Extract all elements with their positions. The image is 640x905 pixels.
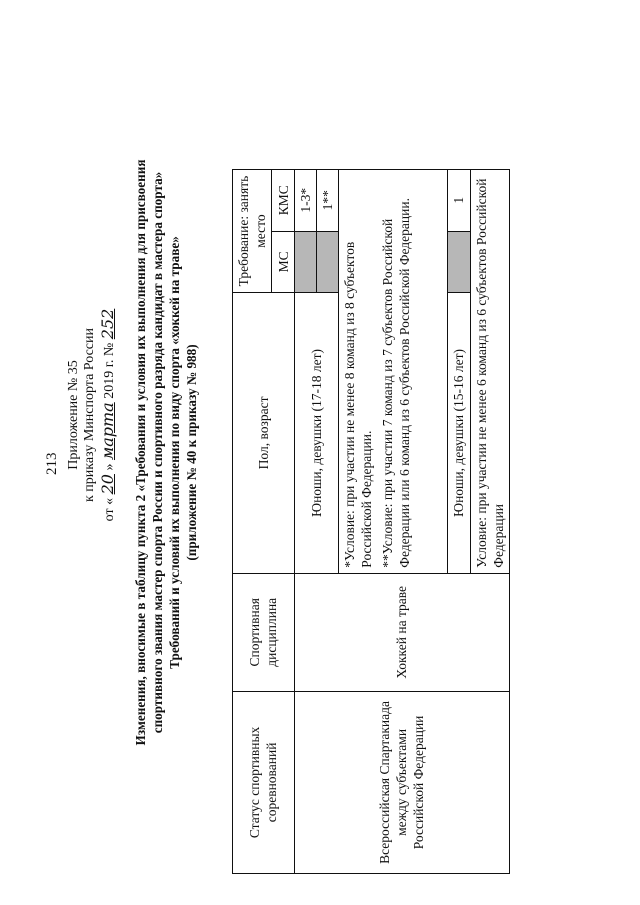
row2-kms-value: 1 — [448, 170, 470, 232]
requirements-table — [232, 169, 510, 874]
row1-ms-shaded — [294, 231, 316, 293]
annex-date-mid: » — [102, 463, 117, 471]
row1-kms-value-2: 1** — [316, 170, 338, 232]
status-value: Всероссийская Спартакиада между субъектами Российской Федерации — [294, 691, 509, 873]
row2-gender-age: Юноши, девушки (15-16 лет) — [448, 293, 470, 574]
annex-date-month: марта — [98, 402, 117, 461]
row1-kms-value-1: 1-3* — [294, 170, 316, 232]
heading-line-2: спортивного звания мастер спорта России и спортивного разряда кандидат в мастера спорта» — [150, 171, 165, 734]
header-gender-age: Пол, возраст — [233, 293, 295, 574]
row1-gender-age: Юноши, девушки (17-18 лет) — [294, 293, 338, 574]
row1-conditions — [339, 170, 448, 574]
row1-condition-1: *Условие: при участии не менее 8 команд из 8 субъектов Российской Федерации. — [342, 241, 375, 568]
annex-title: Приложение № 35 — [66, 360, 81, 470]
page-number: 213 — [44, 452, 60, 475]
heading-line-4: (приложение № 40 к приказу № 988) — [184, 344, 199, 561]
header-requirement: Требование: занять место — [233, 170, 272, 293]
annex-order-date — [98, 175, 118, 655]
annex-date-year: 2019 г. № — [102, 342, 117, 399]
annex-date-prefix: от « — [102, 497, 117, 522]
header-kms: КМС — [272, 170, 294, 232]
row1-ms-shaded-2 — [316, 231, 338, 293]
heading-line-1: Изменения, вносимые в таблицу пункта 2 «Требования и условия их выполнения для присвоения — [133, 159, 148, 746]
heading-line-3: Требований и условий их выполнения по виду спорта «хоккей на траве» — [167, 236, 182, 669]
annex-order-reference: к приказу Минспорта России — [82, 328, 97, 502]
header-status: Статус спортивных соревнований — [233, 691, 295, 873]
header-ms: МС — [272, 231, 294, 293]
row2-ms-shaded — [448, 231, 470, 293]
discipline-value: Хоккей на траве — [294, 573, 509, 691]
annex-date-day: 20 — [98, 474, 117, 495]
annex-order-number: 252 — [98, 308, 117, 340]
row1-condition-2: **Условие: при участии 7 команд из 7 субъектов Российской Федерации или 6 команд из 6 субъектов Российской Федерации. — [380, 198, 413, 568]
header-discipline: Спортивная дисциплина — [233, 573, 295, 691]
row2-condition: Условие: при участии не менее 6 команд из 6 субъектов Российской Федерации — [470, 170, 509, 574]
